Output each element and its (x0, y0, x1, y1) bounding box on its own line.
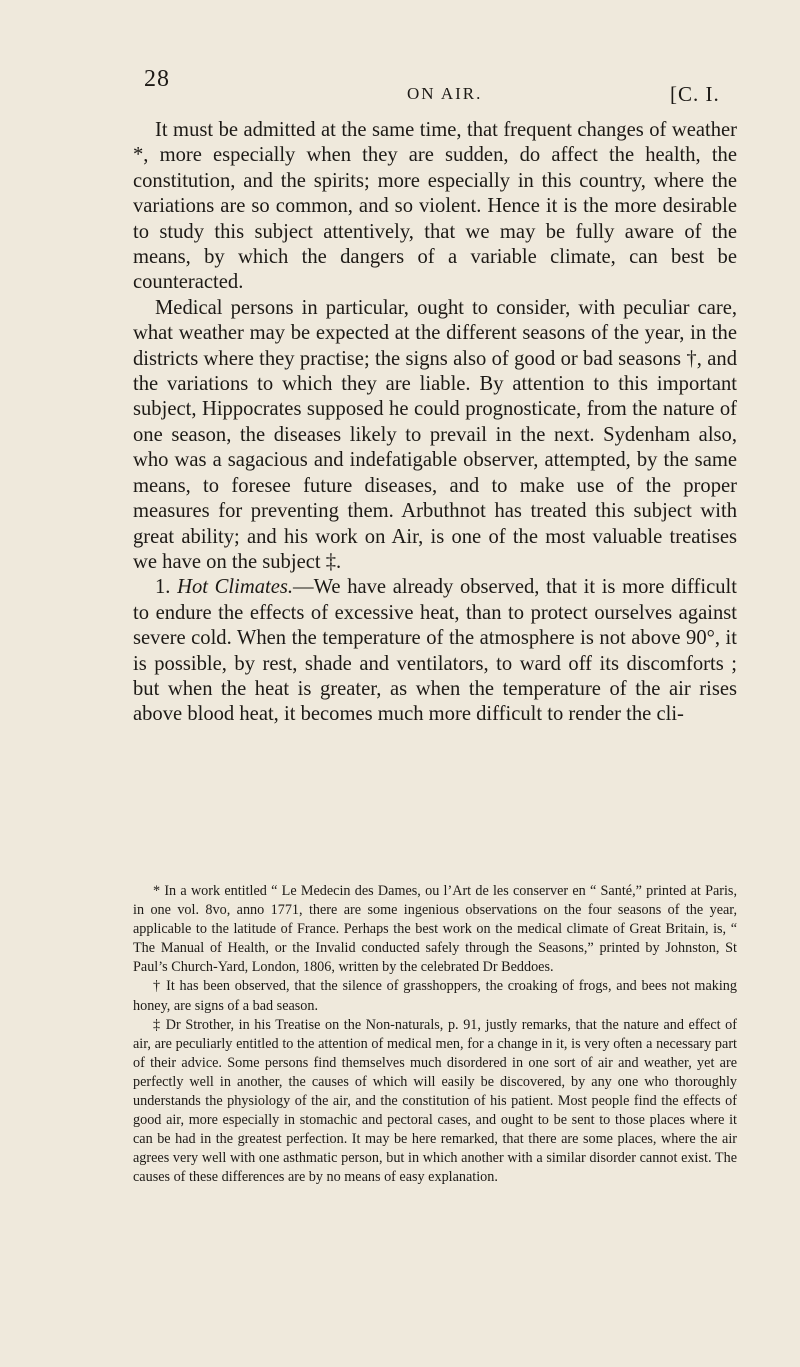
chapter-reference: [C. I. (670, 82, 720, 106)
paragraph-hot-climates (133, 575, 737, 727)
section-text: —We have already observed, that it is more difficult to endure the effects of excessive heat, than to protect ourselves against severe cold. When the temperature of the atmosphere is not above 90°, it is possible, by rest, shade and ventilators, to ward off its discomforts ; but when the heat is greater, as when the temperature of the air rises above blood heat, it becomes much more difficult to render the cli- (133, 576, 737, 726)
section-heading: Hot Climates. (177, 576, 294, 599)
main-text (133, 118, 737, 728)
footnotes (133, 882, 737, 1188)
footnote-double-dagger: ‡ Dr Strother, in his Treatise on the Non-naturals, p. 91, justly remarks, that the nature and effect of air, are peculiarly entitled to the attention of medical men, for a change in it, is very often a necessary part of their advice. Some persons find themselves much disordered in one sort of air and weather, yet are perfectly well in another, the causes of which will easily be discovered, by any one who thoroughly understands the physiology of the air, and the constitution of his patient. Most people find the effects of good air, more especially in stomachic and pectoral cases, and ought to be sent to those places where it can be had in the greatest perfection. It may be here remarked, that there are some places, where the air agrees very well with one asthmatic person, but in which another with a similar disorder cannot exist. The causes of these differences are by no means of easy explanation. (133, 1016, 737, 1186)
footnote-asterisk: * In a work entitled “ Le Medecin des Dames, ou l’Art de les conserver en “ Santé,” printed at Paris, in one vol. 8vo, anno 1771, there are some ingenious observations on the four seasons of the year, applicable to the latitude of France. Perhaps the best work on the medical climate of Great Britain, is, “ The Manual of Health, or the Invalid conducted safely through the Seasons,” printed by Johnston, St Paul’s Church-Yard, London, 1806, written by the celebrated Dr Beddoes. (133, 883, 737, 976)
footnote-dagger: † It has been observed, that the silence of grasshoppers, the croaking of frogs, and bees not making honey, are signs of a bad season. (133, 978, 737, 1014)
running-head: ON AIR. (407, 84, 483, 103)
page-number: 28 (144, 66, 170, 92)
paragraph-medical-persons: Medical persons in particular, ought to consider, with peculiar care, what weather may be expected at the different seasons of the year, in the districts where they practise; the signs also of good or bad seasons †, and the variations to which they are liable. By attention to this important subject, Hippocrates supposed he could prognosticate, from the nature of one season, the diseases likely to prevail in the next. Sydenham also, who was a sagacious and indefatigable observer, attempted, by the same means, to foresee future diseases, and to make use of the proper measures for preventing them. Arbuthnot has treated this subject with great ability; and his work on Air, is one of the most valuable treatises we have on the subject ‡. (133, 296, 737, 573)
section-number: 1. (155, 576, 171, 599)
paragraph-weather-changes: It must be admitted at the same time, that frequent changes of weather *, more especially when they are sudden, do affect the health, the constitution, and the spirits; more especially in this country, where the variations are so common, and so violent. Hence it is the more desirable to study this subject attentively, that we may be fully aware of the means, by which the dangers of a variable climate, can best be counteracted. (133, 119, 737, 294)
